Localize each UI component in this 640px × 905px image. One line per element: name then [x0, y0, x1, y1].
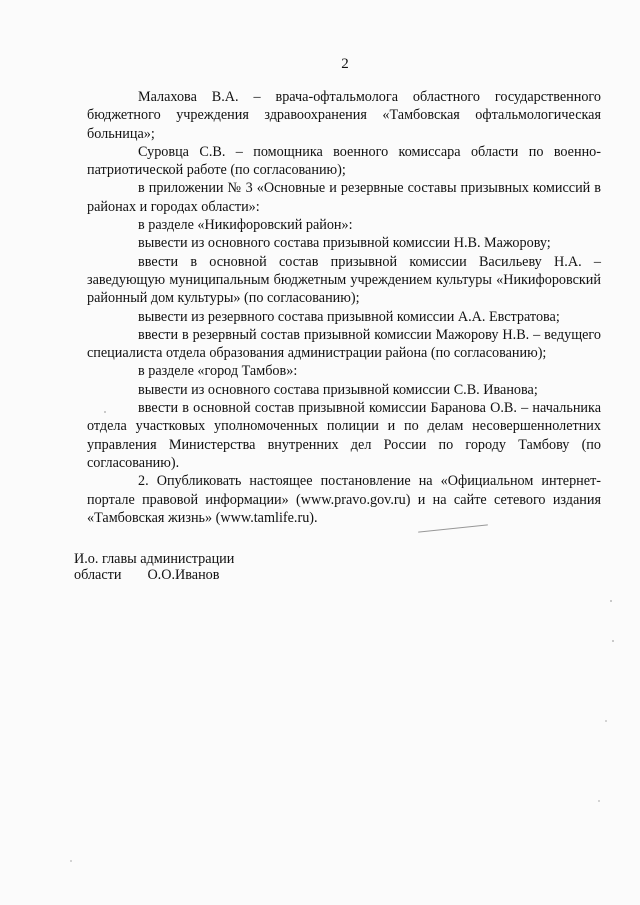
scan-artifact-dot	[610, 600, 612, 602]
paragraph-add-mazhorova-reserve: ввести в резервный состав призывной комиссии Мажорову Н.В. – ведущего специалиста отдела образования администрации района (по согласованию);	[87, 326, 601, 362]
signature-title-line1: И.о. главы администрации	[74, 551, 235, 567]
scan-artifact-dot	[612, 640, 614, 642]
paragraph-publish: 2. Опубликовать настоящее постановление на «Официальном интернет-портале правовой информации» (www.pravo.gov.ru) и на сайте сетевого издания «Тамбовская жизнь» (www.tamlife.ru).	[87, 473, 601, 526]
signature-block	[74, 551, 234, 583]
paragraph-section-tambov: в разделе «город Тамбов»:	[138, 363, 298, 380]
paragraph-malakhov: Малахова В.А. – врача-офтальмолога областного государственного бюджетного учреждения здравоохранения «Тамбовская офтальмологическая больница»;	[87, 89, 601, 142]
paragraph-appendix-3: в приложении № 3 «Основные и резервные составы призывных комиссий в районах и городах области»:	[87, 180, 601, 215]
page-number: 2	[341, 56, 349, 72]
signature-name: О.О.Иванов	[147, 567, 220, 583]
paragraph-remove-evstratov: вывести из резервного состава призывной комиссии А.А. Евстратова;	[138, 308, 560, 325]
paragraph-surovets: Суровца С.В. – помощника военного комиссара области по военно-патриотической работе (по согласованию);	[87, 143, 601, 179]
signature-row	[74, 567, 234, 583]
paragraph-remove-mazhorova: вывести из основного состава призывной комиссии Н.В. Мажорову;	[138, 235, 551, 252]
paragraph-section-nikiforovsky: в разделе «Никифоровский район»:	[138, 217, 353, 234]
scan-artifact-dot	[70, 860, 72, 862]
paragraph-add-vasilyeva: ввести в основной состав призывной комиссии Васильеву Н.А. – заведующую муниципальным бюджетным учреждением культуры «Никифоровский районный дом культуры» (по согласованию);	[87, 253, 601, 307]
paragraph-add-baranov: ввести в основной состав призывной комиссии Баранова О.В. – начальника отдела участковых уполномоченных полиции и по делам несовершеннолетних управления Министерства внутренних дел России по городу Тамбову (по согласованию).	[87, 400, 601, 471]
signature-title-line2: области	[74, 567, 122, 583]
scan-artifact-dot	[104, 411, 106, 413]
paragraph-remove-ivanov: вывести из основного состава призывной комиссии С.В. Иванова;	[138, 381, 538, 398]
document-body	[87, 88, 601, 527]
scan-artifact-dot	[605, 720, 607, 722]
scan-artifact-dot	[598, 800, 600, 802]
